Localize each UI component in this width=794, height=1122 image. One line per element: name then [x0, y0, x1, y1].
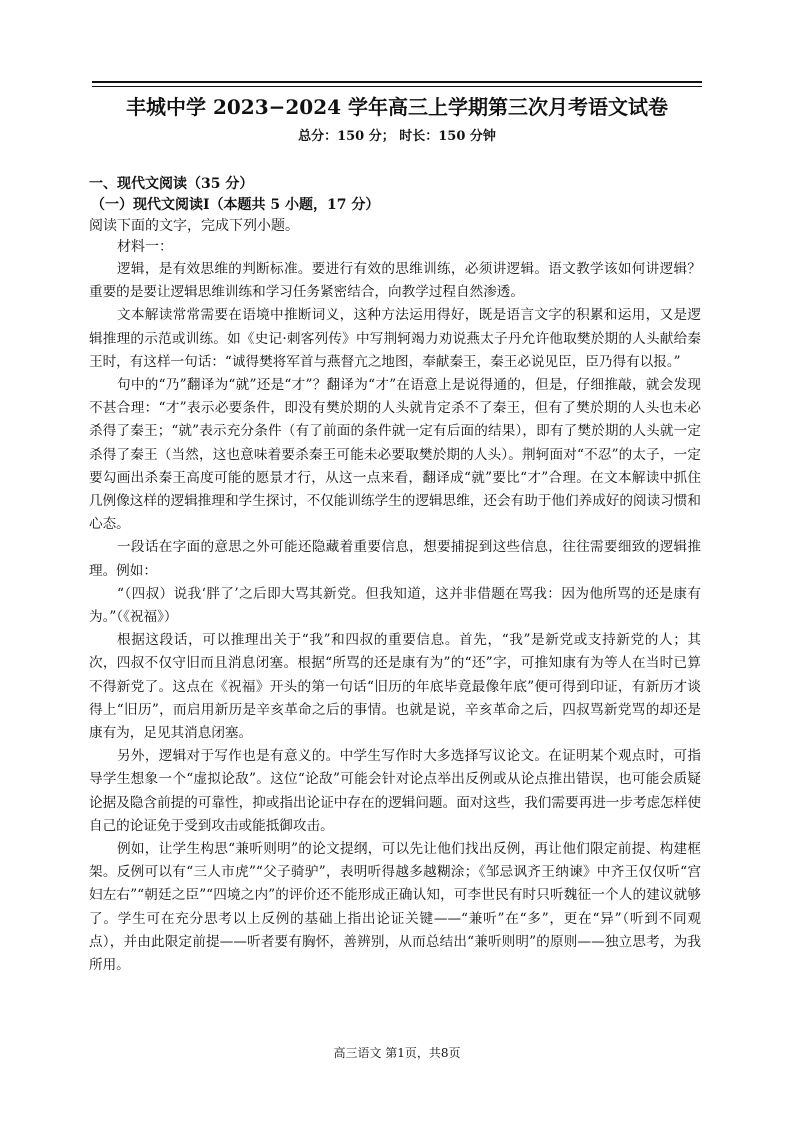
- paragraph: 一段话在字面的意思之外可能还隐藏着重要信息，想要捕捉到这些信息，往往需要细致的逻辑推理。例如：: [89, 539, 701, 579]
- quote-paragraph: “（四叔）说我‘胖了’之后即大骂其新党。但我知道，这并非借题在骂我：因为他所骂的还是康有为。”（《祝福》）: [89, 585, 701, 626]
- header-rule-thin: [92, 86, 702, 87]
- subsection-heading: （一）现代文阅读Ⅰ（本题共 5 小题，17 分）: [91, 197, 380, 213]
- paragraph: 文本解读常常需要在语境中推断词义，这种方法运用得好，既是语言文字的积累和运用，又是逻辑推理的示范或训练。如《史记·刺客列传》中写荆轲竭力劝说燕太子丹允许他取樊於期的人头献给秦王时，有这样一句话：“诚得樊将军首与燕督亢之地图，奉献秦王，秦王必说见臣，臣乃得有以报。”: [89, 307, 701, 370]
- material-label: 材料一：: [117, 239, 173, 255]
- paragraph: 句中的“乃”翻译为“就”还是“才”？翻译为“才”在语意上是说得通的，但是，仔细推敲，就会发现不甚合理：“才”表示必要条件，即没有樊於期的人头就肯定杀不了秦王，但有了樊於期的人头也未必杀得了秦王；“就”表示充分条件（有了前面的条件就一定有后面的结果），即有了樊於期的人头就一定杀得了秦王（当然，这也意味着要杀秦王可能未必要取樊於期的人头）。荆轲面对“不忍”的太子，一定要勾画出杀秦王高度可能的愿景才行，从这一点来看，翻译成“就”要比“才”合理。在文本解读中抓住几例像这样的逻辑推理和学生探讨，不仅能训练学生的逻辑思维，还会有助于他们养成好的阅读习惯和心态。: [89, 377, 701, 533]
- exam-title: 丰城中学 2023−2024 学年高三上学期第三次月考语文试卷: [125, 95, 668, 119]
- instruction-text: 阅读下面的文字，完成下列小题。: [89, 218, 299, 234]
- paragraph: 例如，让学生构思“兼听则明”的论文提纲，可以先让他们找出反例，再让他们限定前提、构建框架。反例可以有“三人市虎”“父子骑驴”，表明听得越多越糊涂；《邹忌讽齐王纳谏》中齐王仅仅听“宫妇左右”“朝廷之臣”“四境之内”的评价还不能形成正确认知，可李世民有时只听魏征一个人的建议就够了。学生可在充分思考以上反例的基础上指出论证关键——“兼听”在“多”，更在“异”（听到不同观点），并由此限定前提——听者要有胸怀，善辨别，从而总结出“兼听则明”的原则——独立思考，为我所用。: [89, 841, 701, 974]
- paragraph: 根据这段话，可以推理出关于“我”和四叔的重要信息。首先，“我”是新党或支持新党的人；其次，四叔不仅守旧而且消息闭塞。根据“所骂的还是康有为”的“还”字，可推知康有为等人在当时已算不得新党了。这点在《祝福》开头的第一句话“旧历的年底毕竟最像年底”便可得到印证，有新历才谈得上“旧历”，而启用新历是辛亥革命之后的事情。也就是说，辛亥革命之后，四叔骂新党骂的却还是康有为，足见其消息闭塞。: [89, 632, 701, 742]
- header-rule-thick: [92, 81, 702, 83]
- page-footer: 高三语文 第1页，共8页: [333, 1046, 461, 1060]
- paragraph: 逻辑，是有效思维的判断标准。要进行有效的思维训练，必须讲逻辑。语文教学该如何讲逻辑？重要的是要让逻辑思维训练和学习任务紧密结合，向教学过程自然渗透。: [89, 261, 701, 301]
- exam-subtitle: 总分：150 分； 时长：150 分钟: [298, 129, 496, 144]
- section-heading: 一、现代文阅读（35 分）: [89, 176, 254, 192]
- exam-content: [89, 174, 701, 977]
- paragraph: 另外，逻辑对于写作也是有意义的。中学生写作时大多选择写议论文。在证明某个观点时，可指导学生想象一个“虚拟论敌”。这位“论敌”可能会针对论点举出反例或从论点推出错误，也可能会质疑论据及隐含前提的可靠性，抑或指出论证中存在的逻辑问题。面对这些，我们需要再进一步考虑怎样使自己的论证免于受到攻击或能抵御攻击。: [89, 748, 701, 834]
